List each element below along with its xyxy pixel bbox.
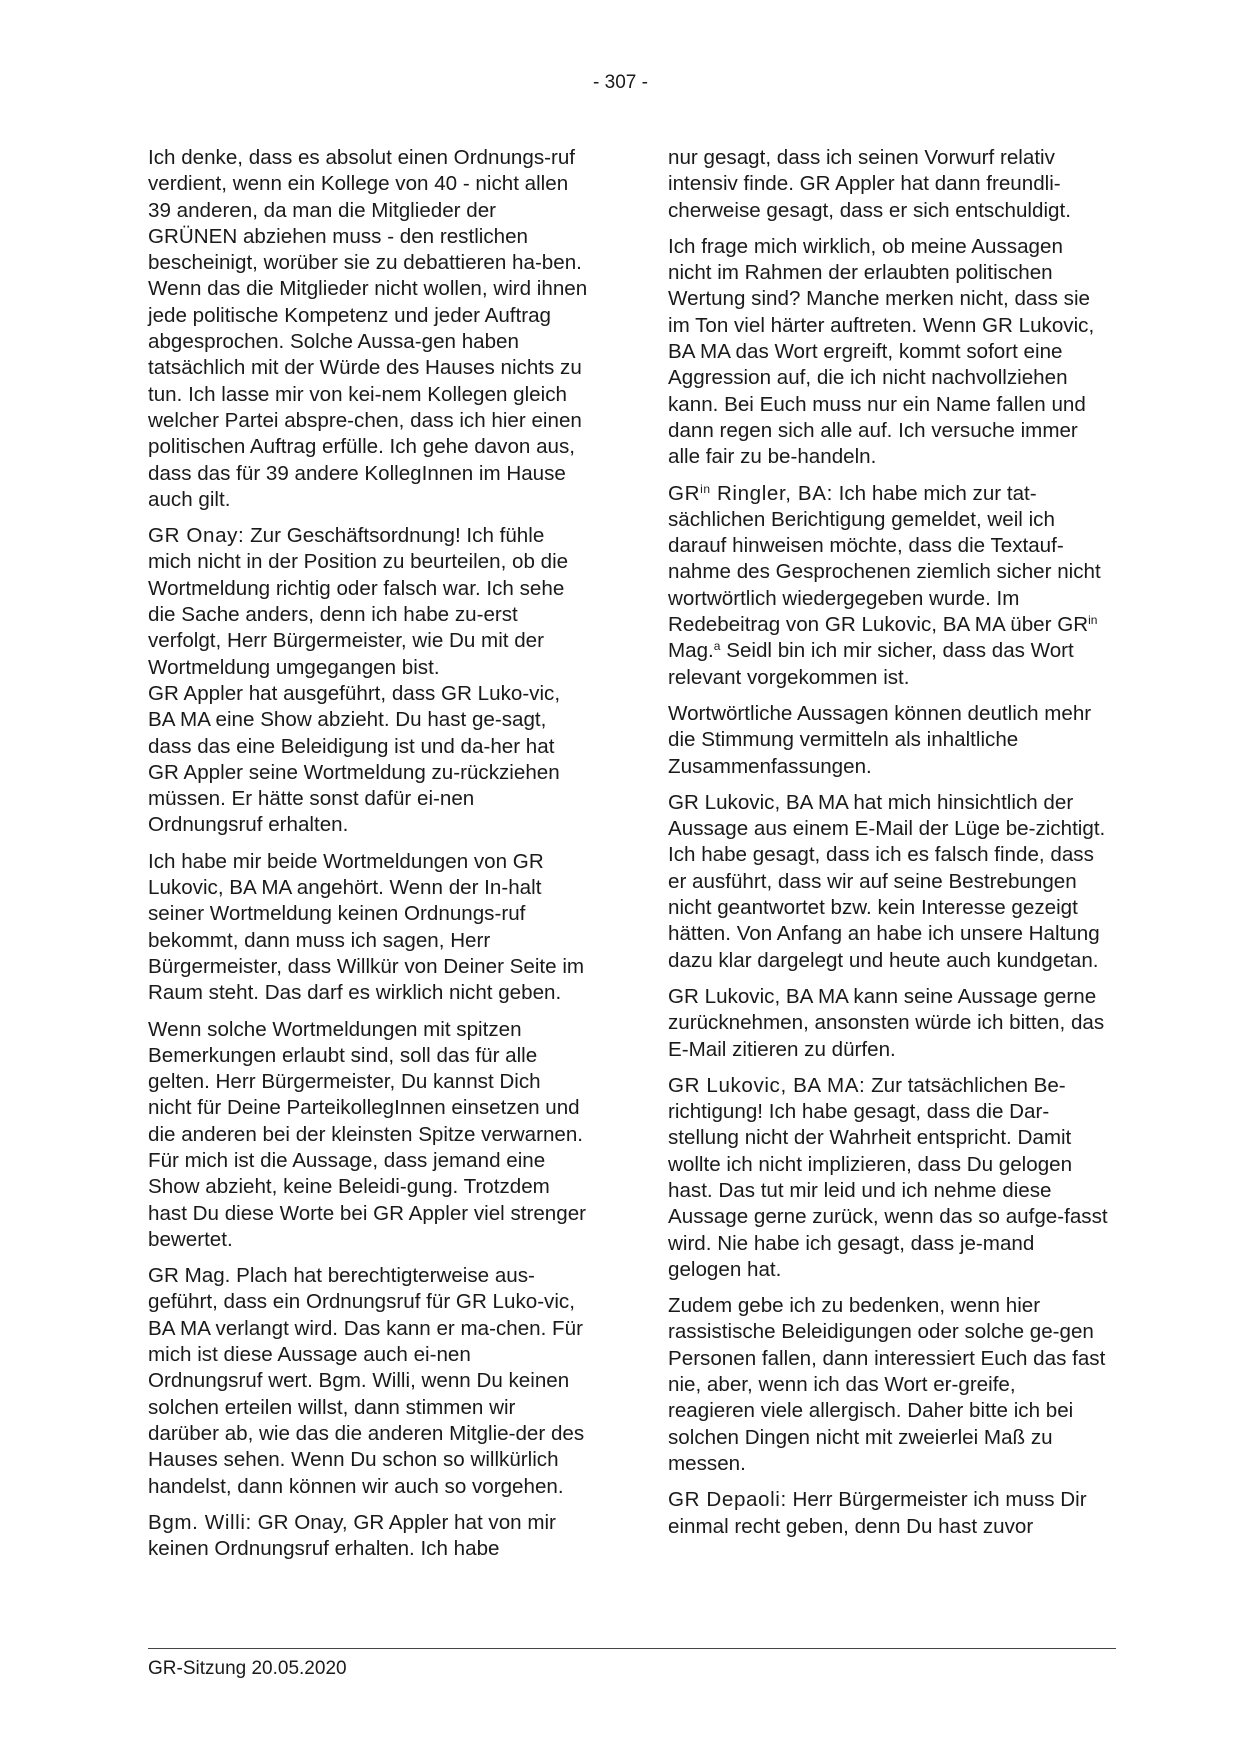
- paragraph: GR Lukovic, BA MA kann seine Aussage gerne zurücknehmen, ansonsten würde ich bitten, das E-Mail zitieren zu dürfen.: [668, 984, 1105, 1061]
- paragraph: Wortwörtliche Aussagen können deutlich mehr die Stimmung vermitteln als inhaltliche Zusammenfassungen.: [668, 701, 1092, 778]
- paragraph-text: Zur Geschäftsordnung! Ich fühle mich nicht in der Position zu beurteilen, ob die Wortmeldung richtig oder falsch war. Ich sehe die Sache anders, denn ich habe zu-erst verfolgt, Herr Bürgermeister, wie Du mit der Wortmeldung umgegangen bist.: [148, 524, 569, 679]
- superscript: a: [713, 639, 721, 654]
- paragraph-text: GR Onay, GR Appler hat von mir keinen Ordnungsruf erhalten. Ich habe: [148, 1510, 556, 1561]
- paragraph: Zudem gebe ich zu bedenken, wenn hier rassistische Beleidigungen oder solche ge-gen Personen fallen, dann interessiert Euch das fast nie, aber, wenn ich das Wort er-greife, reagieren viele allergisch. Daher bitte ich bei solchen Dingen nicht mit zweierlei Maß zu messen.: [668, 1294, 1106, 1475]
- left-column: [148, 145, 588, 1572]
- speaker-name: GR Onay:: [148, 524, 245, 548]
- speaker-surname: Ringler, BA:: [710, 481, 833, 505]
- footer-text: GR-Sitzung 20.05.2020: [148, 1658, 347, 1679]
- speaker-name: [668, 482, 833, 505]
- speaker-name: Bgm. Willi:: [148, 1510, 252, 1534]
- footer-divider: [148, 1648, 1116, 1649]
- paragraph-ringler: [668, 481, 1108, 691]
- speaker-name: GR Lukovic, BA MA:: [668, 1073, 866, 1097]
- superscript: in: [1088, 613, 1098, 628]
- paragraph-text: Mag.: [668, 639, 714, 663]
- paragraph-text: Herr Bürgermeister ich muss Dir einmal recht geben, denn Du hast zuvor: [668, 1488, 1087, 1538]
- paragraph-depaoli: [668, 1487, 1108, 1540]
- paragraph: GR Lukovic, BA MA hat mich hinsichtlich der Aussage aus einem E-Mail der Lüge be-zichtigt. Ich habe gesagt, dass ich es falsch finde, dass er ausführt, dass wir auf seine Bestrebungen nicht geantwortet bzw. kein Interesse gezeigt hätten. Von Anfang an habe ich unsere Haltung dazu klar dargelegt und heute auch kundgetan.: [668, 790, 1106, 972]
- paragraph-text: GR Appler hat ausgeführt, dass GR Luko-vic, BA MA eine Show abzieht. Du hast ge-sagt, dass das eine Beleidigung ist und da-her hat GR Appler seine Wortmeldung zu-rückziehen müssen. Er hätte sonst dafür ei-nen Ordnungsruf erhalten.: [148, 681, 561, 837]
- speaker-name: GR Depaoli:: [668, 1488, 787, 1512]
- paragraph: Ich habe mir beide Wortmeldungen von GR Lukovic, BA MA angehört. Wenn der In-halt seiner Wortmeldung keinen Ordnungs-ruf bekommt, dann muss ich sagen, Herr Bürgermeister, dass Willkür von Deiner Seite im Raum steht. Das darf es wirklich nicht geben.: [148, 849, 585, 1005]
- paragraph-text: Ich habe mich zur tat-sächlichen Berichtigung gemeldet, weil ich darauf hinweisen möchte, dass die Textauf-nahme des Gesprochenen ziemlich sicher nicht wortwörtlich wiedergegeben wurde. Im Redebeitrag von GR Lukovic, BA MA über GR: [668, 481, 1101, 637]
- speaker-title: GR: [668, 481, 701, 505]
- paragraph: Ich frage mich wirklich, ob meine Aussagen nicht im Rahmen der erlaubten politischen Wertung sind? Manche merken nicht, dass sie im Ton viel härter auftreten. Wenn GR Lukovic, BA MA das Wort ergreift, kommt sofort eine Aggression auf, die ich nicht nachvollziehen kann. Bei Euch muss nur ein Name fallen und dann regen sich alle auf. Ich versuche immer alle fair zu be-handeln.: [668, 234, 1095, 469]
- paragraph: GR Mag. Plach hat berechtigterweise aus-geführt, dass ein Ordnungsruf für GR Luko-vic, BA MA verlangt wird. Das kann er ma-chen. Für mich ist diese Aussage auch ei-nen Ordnungsruf wert. Bgm. Willi, wenn Du keinen solchen erteilen willst, dann stimmen wir darüber ab, wie das die anderen Mitglie-der des Hauses sehen. Wenn Du schon so willkürlich handelst, dann können wir auch so vorgehen.: [148, 1264, 585, 1498]
- paragraph-text: Seidl bin ich mir sicher, dass das Wort relevant vorgekommen ist.: [668, 639, 1074, 689]
- right-column: [668, 145, 1108, 1550]
- paragraph: Wenn solche Wortmeldungen mit spitzen Bemerkungen erlaubt sind, soll das für alle gelten. Herr Bürgermeister, Du kannst Dich nicht für Deine ParteikollegInnen einsetzen und die anderen bei der kleinsten Spitze verwarnen. Für mich ist die Aussage, dass jemand eine Show abzieht, keine Beleidi-gung. Trotzdem hast Du diese Worte bei GR Appler viel strenger bewertet.: [148, 1017, 587, 1251]
- paragraph: nur gesagt, dass ich seinen Vorwurf relativ intensiv finde. GR Appler hat dann freundli-cherweise gesagt, dass er sich entschuldigt.: [668, 146, 1071, 222]
- paragraph-onay: [148, 523, 588, 839]
- page-number: - 307 -: [593, 72, 648, 93]
- paragraph-lukovic: [668, 1073, 1108, 1283]
- paragraph-text: Zur tatsächlichen Be-richtigung! Ich habe gesagt, dass die Dar-stellung nicht der Wahrheit entspricht. Damit wollte ich nicht implizieren, dass Du gelogen hast. Das tut mir leid und ich nehme diese Aussage gerne zurück, wenn das so aufge-fasst wird. Nie habe ich gesagt, dass je-mand gelogen hat.: [668, 1073, 1108, 1281]
- paragraph-willi: [148, 1510, 588, 1563]
- superscript: in: [700, 481, 711, 496]
- paragraph: Ich denke, dass es absolut einen Ordnungs-ruf verdient, wenn ein Kollege von 40 - nicht allen 39 anderen, da man die Mitglieder der GRÜNEN abziehen muss - den restlichen bescheinigt, worüber sie zu debattieren ha-ben. Wenn das die Mitglieder nicht wollen, wird ihnen jede politische Kompetenz und jeder Auftrag abgesprochen. Solche Aussa-gen haben tatsächlich mit der Würde des Hauses nichts zu tun. Ich lasse mir von kei-nem Kollegen gleich welcher Partei abspre-chen, dass ich hier einen politischen Auftrag erfülle. Ich gehe davon aus, dass das für 39 andere KollegInnen im Hause auch gilt.: [148, 146, 588, 511]
